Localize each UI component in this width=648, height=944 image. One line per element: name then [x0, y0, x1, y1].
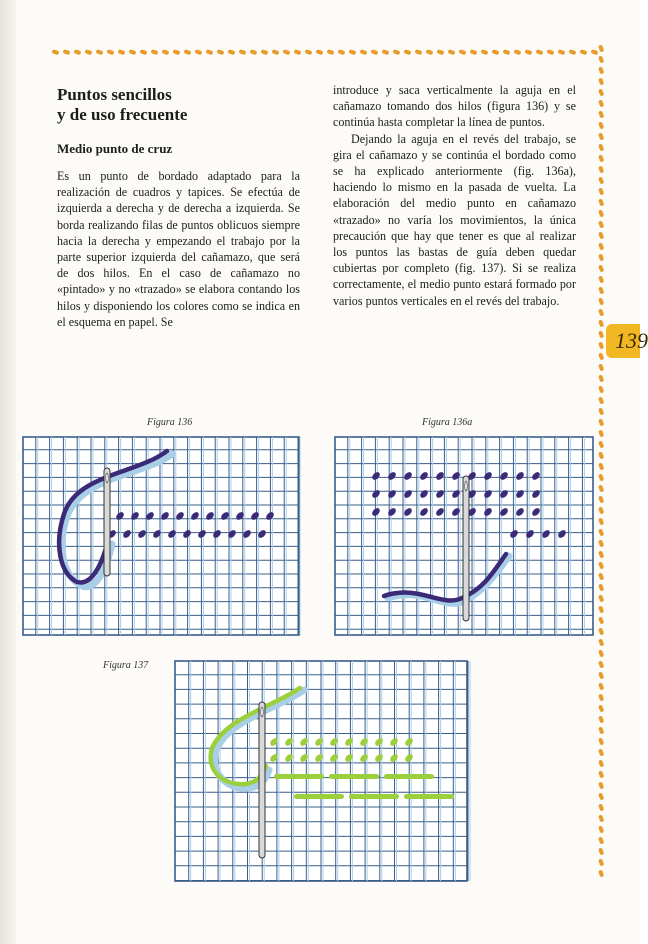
- page-binding-shadow: [0, 0, 16, 944]
- page-number: 139: [615, 328, 648, 353]
- figure-136a-caption: Figura 136a: [422, 417, 473, 428]
- needle: [259, 702, 265, 858]
- body-paragraph: Dejando la aguja en el revés del trabajo, se gira el cañamazo y se continúa el bordado como se ha explicado anteriormente (fig. 136a), haciendo lo mismo en la pasada de vuelta. La elaboración del medio punto en cañamazo «trazado» no varía los movimientos, la única precaución que hay que tener es que al realizar los puntos las bastas de guía deben quedar cubiertas por completo (fig. 137). Si se realiza correctamente, el medio punto estará formado por varios puntos verticales en el revés del trabajo.: [333, 131, 576, 308]
- figure-137-caption: Figura 137: [103, 660, 149, 671]
- section-title-line2: y de uso frecuente: [57, 105, 188, 124]
- page-number-tab: [606, 324, 648, 358]
- figure-136a-illustration: [334, 436, 594, 636]
- needle: [104, 468, 110, 576]
- figure-137-illustration: [174, 660, 468, 882]
- section-title-line1: Puntos sencillos: [57, 85, 172, 104]
- decorative-border-top: [52, 45, 608, 61]
- figure-136-illustration: [22, 436, 300, 636]
- body-paragraph: Es un punto de bordado adaptado para la realización de cuadros y tapices. Se efectúa de izquierda a derecha y de derecha a izquierda. Se borda realizando filas de puntos oblicuos siempre hacia la derecha y empezando el trabajo por la parte superior izquierda del cañamazo, que será de dos hilos. En el caso de cañamazo no «pintado» y no «trazado» se elabora contando los hilos y disponiendo los colores como se indica en el esquema en papel. Se: [57, 169, 300, 329]
- needle: [463, 476, 469, 621]
- section-title: [57, 85, 187, 125]
- figure-136-caption: Figura 136: [147, 417, 193, 428]
- section-subtitle: Medio punto de cruz: [57, 141, 173, 156]
- body-column-left: [57, 168, 300, 330]
- body-column-right: [333, 82, 576, 309]
- decorative-border-right: [592, 45, 610, 885]
- body-paragraph: introduce y saca verticalmente la aguja en el cañamazo tomando dos hilos (figura 136) y se continúa hasta completar la línea de puntos.: [333, 83, 576, 130]
